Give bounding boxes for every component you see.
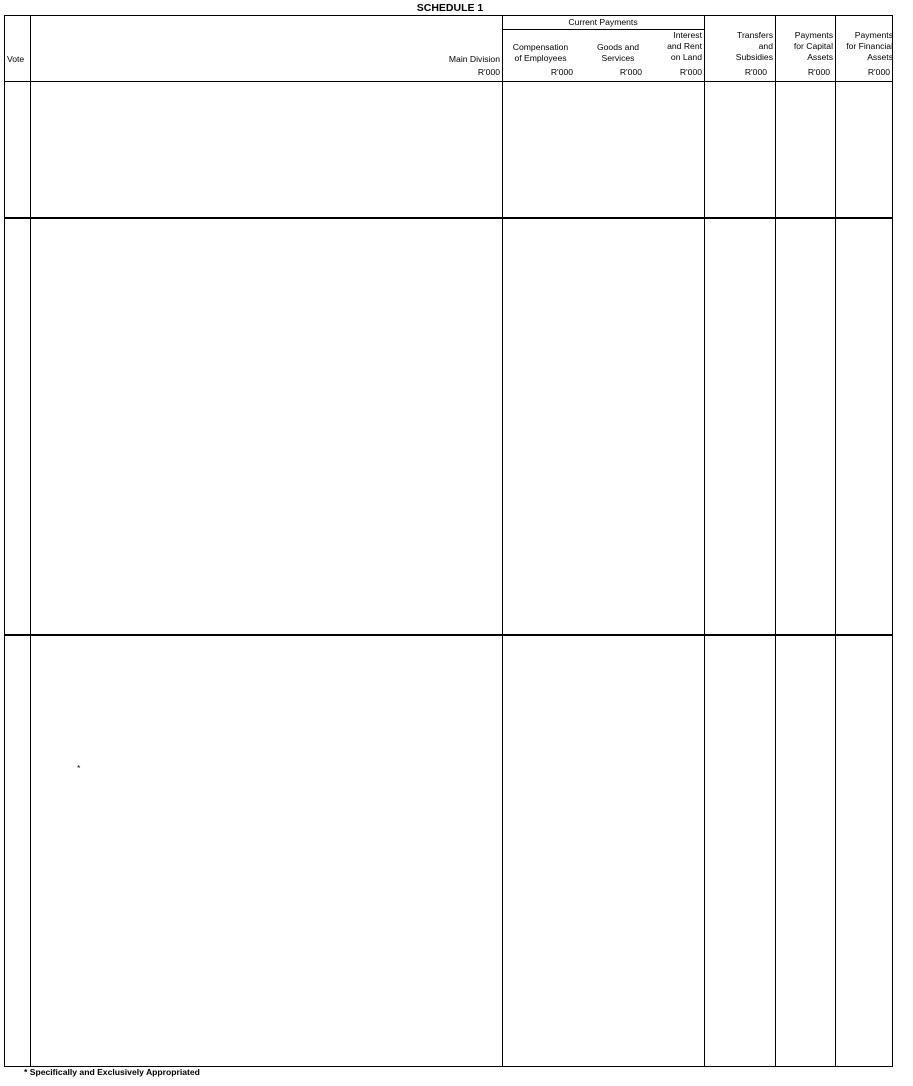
header-capital-assets: Payments for Capital Assets bbox=[793, 30, 833, 62]
unit-financial: R'000 bbox=[867, 67, 890, 77]
vote-separator bbox=[5, 634, 892, 636]
unit-comp: R'000 bbox=[550, 67, 573, 77]
unit-interest: R'000 bbox=[679, 67, 702, 77]
col-divider bbox=[704, 16, 705, 1066]
col-divider bbox=[30, 16, 31, 1066]
header-transfers: Transfers and Subsidies bbox=[735, 30, 773, 62]
unit-transfers: R'000 bbox=[744, 67, 767, 77]
appropriation-star: * bbox=[77, 763, 81, 774]
col-divider bbox=[502, 16, 503, 1066]
header-goods-services: Goods and Services bbox=[596, 42, 640, 63]
col-divider bbox=[775, 16, 776, 1066]
header-vote: Vote bbox=[7, 54, 25, 64]
schedule-title: SCHEDULE 1 bbox=[416, 2, 484, 14]
vote-separator bbox=[5, 217, 892, 219]
header-main-division: Main Division bbox=[448, 54, 500, 64]
footnote: * Specifically and Exclusively Appropriated bbox=[24, 1067, 200, 1077]
header-interest: Interest and Rent on Land bbox=[667, 30, 702, 62]
unit-goods: R'000 bbox=[619, 67, 642, 77]
col-divider bbox=[835, 16, 836, 1066]
schedule-table bbox=[4, 15, 893, 1067]
header-financial-assets: Payments for Financial Assets bbox=[846, 30, 893, 62]
header-compensation: Compensation of Employees bbox=[512, 42, 569, 63]
unit-capital: R'000 bbox=[807, 67, 830, 77]
unit-main: R'000 bbox=[477, 67, 500, 77]
header-current-payments: Current Payments bbox=[568, 17, 638, 27]
header-bottom-rule bbox=[5, 81, 892, 82]
